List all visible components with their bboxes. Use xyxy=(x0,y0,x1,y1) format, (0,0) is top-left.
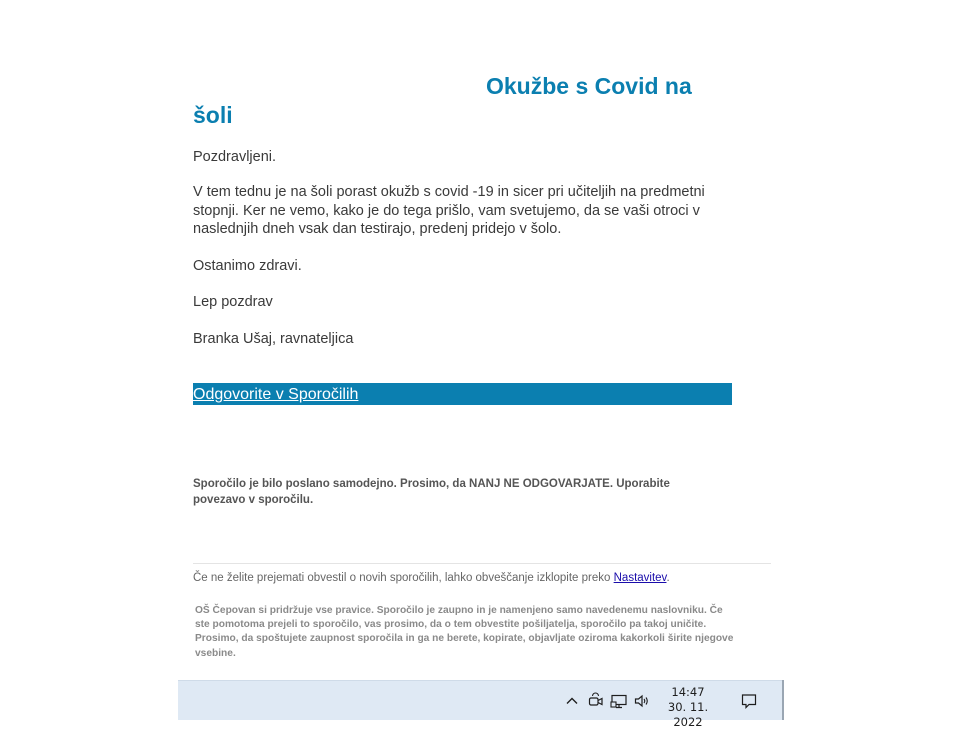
regards-text: Lep pozdrav xyxy=(193,294,273,310)
footer-divider xyxy=(193,563,771,564)
reply-in-messages-link[interactable]: Odgovorite v Sporočilih xyxy=(193,386,359,403)
unsubscribe-end: . xyxy=(666,572,670,584)
greeting-text: Pozdravljeni. xyxy=(193,149,277,165)
email-body xyxy=(193,0,773,680)
taskbar xyxy=(178,680,782,729)
page-edge-divider xyxy=(782,680,784,720)
unsubscribe-text: Če ne želite prejemati obvestil o novih sporočilih, lahko obveščanje izklopite preko xyxy=(193,572,614,584)
auto-sent-notice: Sporočilo je bilo poslano samodejno. Prosimo, da NANJ NE ODGOVARJATE. Uporabite povezavo v sporočilu. xyxy=(193,478,670,506)
email-title xyxy=(193,72,733,130)
email-title-line-2: šoli xyxy=(193,102,233,128)
taskbar-clock[interactable] xyxy=(653,685,723,730)
signature-text: Branka Ušaj, ravnateljica xyxy=(193,331,354,347)
main-paragraph: V tem tednu je na šoli porast okužb s covid -19 in sicer pri učiteljih na predmetni stopnji. Ker ne vemo, kako je do tega prišlo, vam svetujemo, da se vaši otroci v naslednjih dneh vsak dan testirajo, predenj pridejo v šolo. xyxy=(193,184,705,237)
volume-icon[interactable] xyxy=(633,692,651,710)
closing-text: Ostanimo zdravi. xyxy=(193,258,302,274)
chevron-up-icon[interactable] xyxy=(563,692,581,710)
reply-bar xyxy=(193,383,732,405)
clock-time: 14:47 xyxy=(671,685,705,699)
email-title-line-1: Okužbe s Covid na xyxy=(486,73,692,99)
notification-icon[interactable] xyxy=(740,692,758,710)
network-icon[interactable] xyxy=(610,692,628,710)
meet-now-icon[interactable] xyxy=(587,692,605,710)
unsubscribe-notice xyxy=(193,571,670,586)
clock-date: 30. 11. 2022 xyxy=(667,700,709,729)
legal-disclaimer: OŠ Čepovan si pridržuje vse pravice. Sporočilo je zaupno in je namenjeno samo navedenemu naslovniku. Če ste pomotoma prejeli to sporočilo, vas prosimo, da o tem obvestite pošiljatelja, sporočilo pa takoj uničite. Prosimo, da spoštujete zaupnost sporočila in ga ne berete, kopirate, objavljate oziroma kakorkoli širite njegove vsebine. xyxy=(195,605,734,659)
settings-link[interactable]: Nastavitev xyxy=(613,572,667,584)
